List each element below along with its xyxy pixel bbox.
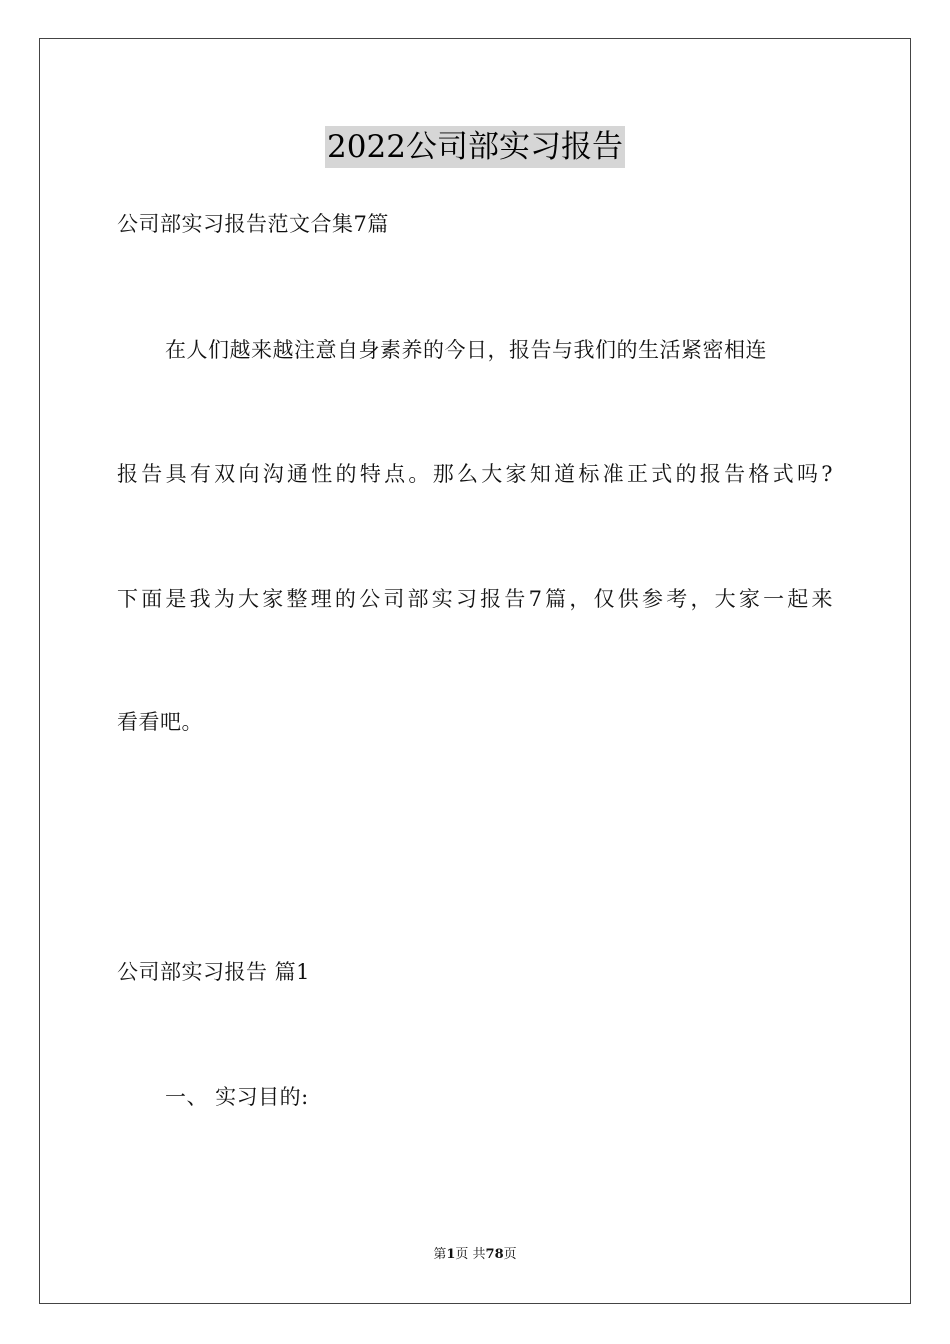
item-heading: 一、 实习目的:	[165, 1085, 309, 1109]
intro-line-2: 报告具有双向沟通性的特点。那么大家知道标准正式的报告格式吗?	[117, 462, 833, 486]
page-footer	[0, 1246, 950, 1264]
document-title: 2022公司部实习报告	[325, 126, 625, 168]
intro-line-3: 下面是我为大家整理的公司部实习报告7篇，仅供参考，大家一起来	[117, 587, 833, 611]
footer-page-total: 78	[485, 1247, 504, 1262]
footer-mid: 页 共	[455, 1247, 486, 1262]
title-container	[0, 126, 950, 168]
footer-page-current: 1	[446, 1247, 456, 1262]
footer-suffix: 页	[503, 1247, 517, 1262]
footer-prefix: 第	[433, 1247, 447, 1262]
document-subtitle: 公司部实习报告范文合集7篇	[117, 212, 389, 236]
intro-line-4: 看看吧。	[117, 710, 203, 734]
intro-line-1: 在人们越来越注意自身素养的今日，报告与我们的生活紧密相连	[165, 338, 767, 362]
section-heading: 公司部实习报告 篇1	[117, 960, 311, 984]
